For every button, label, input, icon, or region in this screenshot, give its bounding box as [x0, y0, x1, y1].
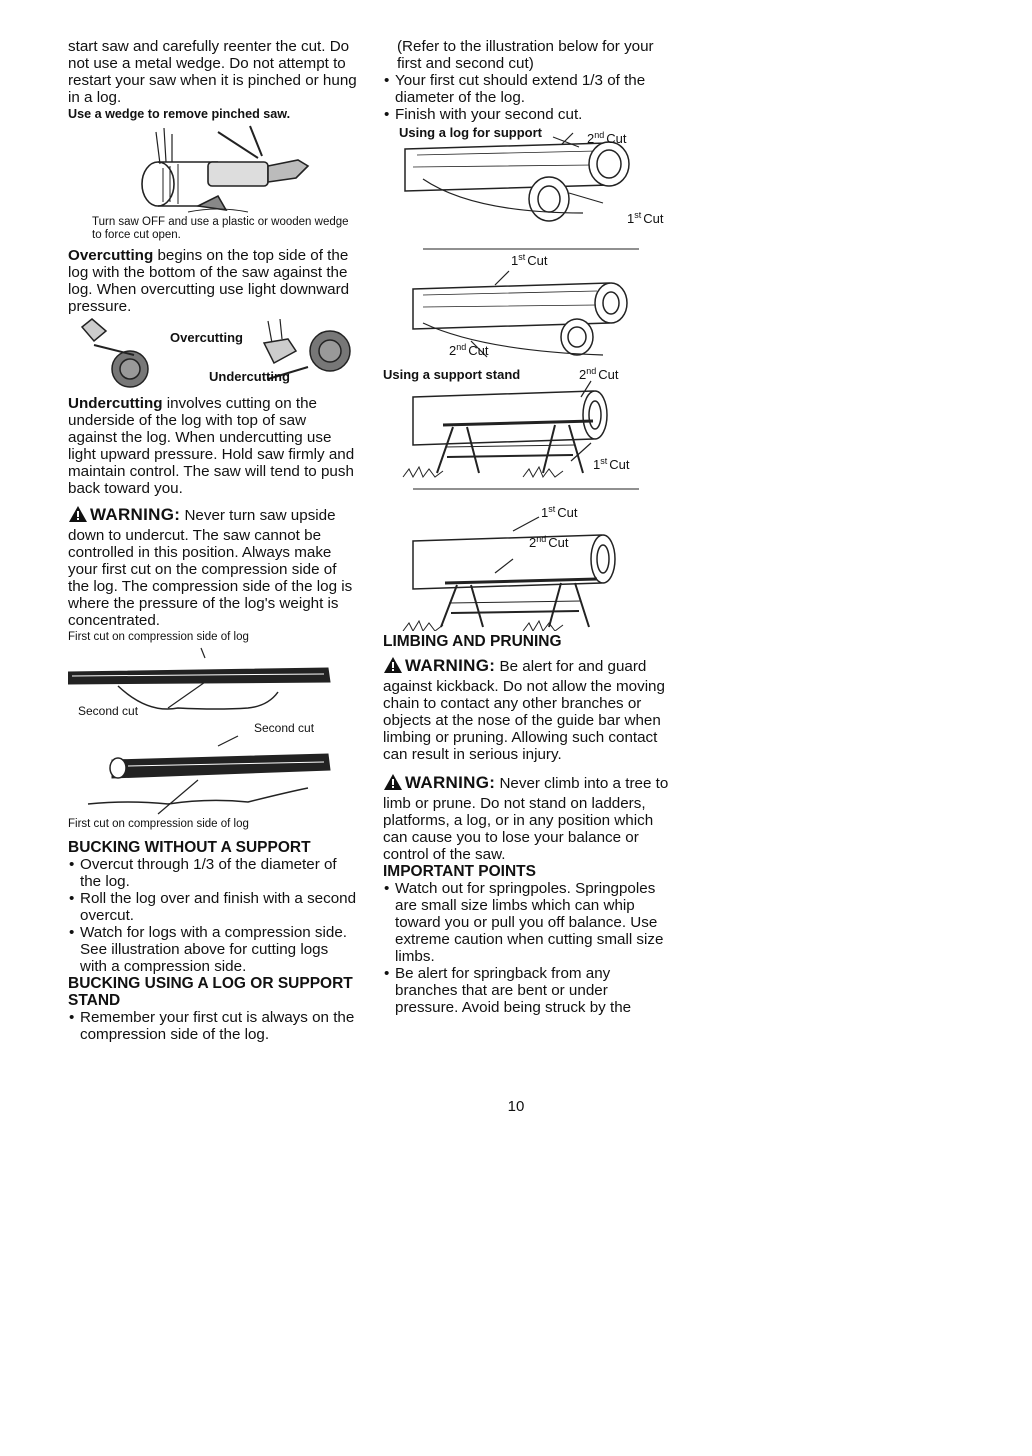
list-item: • Be alert for springback from any branches that are bent or under pressure. Avoid being struck by the [383, 965, 673, 1016]
warning-kickback [383, 656, 673, 763]
list-item: • Overcut through 1/3 of the diameter of the log. [68, 856, 358, 890]
fig2-bottom-label: First cut on compression side of log [68, 818, 249, 830]
compression-log-figure-2 [68, 718, 358, 818]
important-list [383, 880, 673, 1016]
important-heading: IMPORTANT POINTS [383, 863, 536, 880]
list-item: • Finish with your second cut. [383, 106, 673, 123]
limbing-heading: LIMBING AND PRUNING [383, 633, 562, 650]
intro-paragraph: start saw and carefully reenter the cut. Do not use a metal wedge. Do not attempt to restart your saw when it is pinched or hung in a log. [68, 38, 357, 106]
log-fig2-first-cut: 1st Cut [511, 252, 548, 268]
overcutting-paragraph [68, 247, 358, 315]
log-fig1-second-cut: 2nd Cut [587, 130, 627, 146]
bucking-heading: BUCKING WITHOUT A SUPPORT [68, 839, 311, 856]
undercutting-text: involves cutting on the underside of the log with top of saw against the log. When undercutting use light upward pressure. Hold saw firmly and maintain control. The saw will tend to push back toward you. [68, 395, 355, 497]
warning2-text: Never climb into a tree to limb or prune. Do not stand on ladders, platforms, a log, or in any position which can cause you to lose your balance or control of the saw. [383, 775, 669, 863]
support-stand-figure-2 [383, 501, 673, 631]
log-support-figure-2 [383, 233, 673, 365]
support-stand-figure-1 [383, 365, 673, 501]
fig-overcutting-label: Overcutting [170, 330, 243, 345]
list-item: • Roll the log over and finish with a second overcut. [68, 890, 358, 924]
wedge-caption-title: Use a wedge to remove pinched saw. [68, 107, 291, 121]
list-item: • Watch for logs with a compression side. See illustration above for cutting logs with a compression side. [68, 924, 358, 975]
fig2-second-cut-label: Second cut [254, 721, 315, 735]
warning-climb [383, 773, 673, 863]
wedge-illustration [68, 122, 358, 216]
undercutting-term: Undercutting [68, 395, 163, 412]
undercutting-paragraph [68, 395, 358, 497]
right-column [383, 38, 673, 1016]
cut-instructions-list [383, 72, 673, 123]
left-column [68, 38, 358, 1043]
list-item: • Watch out for springpoles. Springpoles are small size limbs which can whip toward you or pull you off balance. Use extreme caution when cutting small size limbs. [383, 880, 673, 965]
overcutting-text: begins on the top side of the log with the bottom of the saw against the log. When overcutting use light downward pressure. [68, 247, 350, 315]
warning2-title: WARNING: [405, 773, 496, 792]
log-support-figure-1 [383, 123, 673, 233]
warning1-title: WARNING: [405, 656, 496, 675]
fig1-second-cut-label: Second cut [78, 704, 139, 718]
log-fig2-second-cut: 2nd Cut [449, 342, 489, 358]
bucking-support-heading: BUCKING USING A LOG OR SUPPORT STAND [68, 975, 353, 1009]
warning-triangle-icon [383, 656, 403, 678]
stand-fig1-first-cut: 1st Cut [593, 456, 630, 472]
stand-fig2-second-cut: 2nd Cut [529, 534, 569, 550]
warning-triangle-icon [68, 505, 88, 527]
page-number: 10 [507, 1098, 525, 1115]
stand-fig1-second-cut: 2nd Cut [579, 366, 619, 382]
warning-title: WARNING: [90, 505, 181, 524]
fig-undercutting-label: Undercutting [209, 369, 290, 384]
over-under-cutting-illustration [68, 315, 358, 395]
list-item: • Remember your first cut is always on the compression side of the log. [68, 1009, 358, 1043]
overcutting-term: Overcutting [68, 247, 154, 264]
warning-triangle-icon [383, 773, 403, 795]
wedge-caption: Turn saw OFF and use a plastic or wooden wedge to force cut open. [92, 216, 349, 241]
warning-text: Never turn saw upside down to undercut. The saw cannot be controlled in this position. Always make your first cut on the compression side of the log. The compression side of the log is where the pressure of the log's weight is concentrated. [68, 507, 353, 629]
log-support-label: Using a log for support [399, 125, 542, 140]
warning-compression [68, 505, 358, 629]
list-item: • Your first cut should extend 1/3 of the diameter of the log. [383, 72, 673, 106]
warning1-text: Be alert for and guard against kickback. Do not allow the moving chain to contact any other branches or objects at the nose of the guide bar when limbing or pruning. Allowing such contact can result in serious injury. [383, 658, 665, 763]
stand-fig2-first-cut: 1st Cut [541, 504, 578, 520]
log-fig1-first-cut: 1st Cut [627, 210, 664, 226]
fig1-top-label: First cut on compression side of log [68, 631, 249, 643]
compression-log-figure-1 [68, 644, 358, 718]
bucking-support-list [68, 1009, 358, 1043]
bucking-list [68, 856, 358, 975]
stand-label: Using a support stand [383, 367, 521, 382]
refer-paragraph: (Refer to the illustration below for your first and second cut) [397, 38, 654, 72]
